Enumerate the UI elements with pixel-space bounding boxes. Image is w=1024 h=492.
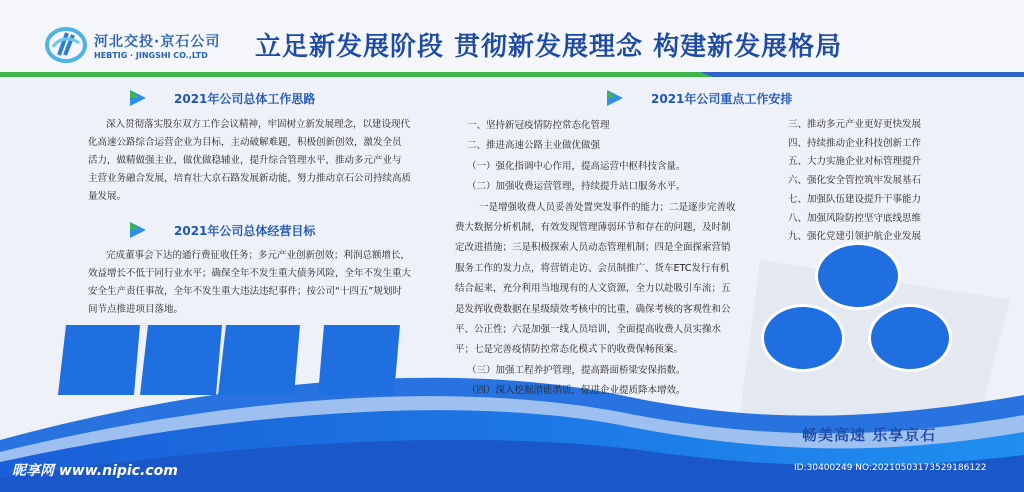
list-item: 七、加强队伍建设提升干事能力 [788, 193, 922, 205]
photo-placeholder [871, 307, 949, 369]
play-arrow-icon [128, 88, 148, 108]
footer-motto: 畅美高速 乐享京石 [802, 426, 937, 444]
circle-photo-placeholders [760, 240, 980, 380]
photo-placeholder [218, 325, 300, 395]
section-title-key-work [605, 88, 792, 108]
text-line: 完成董事会下达的通行费征收任务；多元产业创新创效；利润总额增长， [106, 250, 411, 261]
logo-english-text: HEBTIG · JINGSHI CO.,LTD [94, 51, 208, 60]
work-ideas-paragraph [88, 116, 411, 206]
text-line: 结合起来，充分利用当地现有的人文资源，全力以赴吸引车流；五 [455, 283, 731, 295]
photo-placeholder [140, 325, 222, 395]
text-line: 活力，做精做强主业，做优做稳辅业，提升综合管理水平，推动多元产业与 [88, 155, 402, 166]
list-item: 四、持续推动企业科技创新工作 [788, 137, 922, 149]
list-item: 一、坚持新冠疫情防控常态化管理 [467, 120, 610, 131]
key-work-list [455, 116, 781, 402]
text-line: 定改进措施；三是积极探索人员动态管理机制；四是全面探索营销 [455, 242, 731, 254]
list-item: （二）加强收费运营管理，持续提升站口服务水平。 [467, 181, 686, 193]
header [0, 0, 1024, 78]
text-line: 效益增长不低于同行业水平；确保全年不发生重大债务风险，全年不发生重大 [88, 268, 412, 279]
logo-text: 河北交投·京石公司 [94, 34, 221, 50]
section-title-text: 2021年公司总体经营目标 [174, 223, 316, 238]
photo-placeholder [58, 325, 140, 395]
photo-placeholder [818, 245, 898, 307]
photo-placeholder [318, 325, 400, 395]
business-goals-paragraph [88, 247, 411, 319]
list-item: 五、大力实施企业对标管理提升 [788, 156, 922, 168]
list-item: 三、推动多元产业更好更快发展 [788, 119, 922, 130]
play-arrow-icon [605, 88, 625, 108]
text-line: 费大数据分析机制，有效发现管理薄弱环节和存在的问题，及时制 [455, 222, 731, 234]
section-title-work-ideas [128, 88, 315, 108]
text-line: 平、公正性；六是加强一线人员培训，全面提高收费人员实操水 [455, 324, 722, 336]
page-slogan: 立足新发展阶段 贯彻新发展理念 构建新发展格局 [255, 32, 843, 62]
text-line: 是发挥收费数据在星级绩效考核中的比重，确保考核的客观性和公 [455, 303, 731, 315]
list-item: （四）深入挖掘潜能潜质，促进企业提质降本增效。 [467, 385, 686, 397]
text-line: 安全生产责任事故，全年不发生重大违法违纪事件；按公司“十四五”规划时 [88, 286, 402, 297]
watermark-id: ID:30400249 NO:20210503173529186122 [794, 463, 987, 473]
list-item: （三）加强工程养护管理，提高路面桥梁安保指数。 [467, 364, 686, 376]
text-line: 间节点推进项目落地。 [88, 304, 184, 315]
key-work-list-right [788, 116, 921, 247]
photo-placeholders [58, 325, 418, 395]
logo-icon [45, 27, 87, 63]
list-item: 九、强化党建引领护航企业发展 [788, 231, 922, 243]
list-item: 八、加强风险防控坚守底线思维 [788, 212, 922, 224]
text-line: 平；七是完善疫情防控常态化模式下的收费保畅预案。 [455, 344, 684, 356]
text-line: 主营业务融合发展，培育壮大京石路发展新动能，努力推动京石公司持续高质 [88, 173, 412, 184]
text-line: 化高速公路综合运营企业为目标，主动破解难题，积极创新创效，激发全员 [88, 137, 402, 148]
list-item: （一）强化指调中心作用，提高运营中枢科技含量。 [467, 160, 686, 172]
section-title-text: 2021年公司总体工作思路 [174, 91, 316, 106]
list-item: 六、强化安全管控筑牢发展基石 [788, 175, 922, 187]
text-line: 量发展。 [88, 191, 127, 202]
section-title-text: 2021年公司重点工作安排 [651, 91, 793, 106]
play-arrow-icon [128, 220, 148, 240]
text-line: 服务工作的发力点，将营销走访、会员制推广、货车ETC发行有机 [455, 262, 730, 274]
text-line: 深入贯彻落实股东双方工作会议精神，牢固树立新发展理念，以建设现代 [106, 119, 411, 130]
text-line: 一是增强收费人员妥善处置突发事件的能力；二是逐步完善收 [479, 201, 736, 213]
watermark-site: 昵享网 www.nipic.com [12, 463, 178, 479]
photo-placeholder [764, 307, 842, 369]
section-title-business-goals [128, 220, 315, 240]
list-item: 二、推进高速公路主业做优做强 [467, 140, 601, 152]
